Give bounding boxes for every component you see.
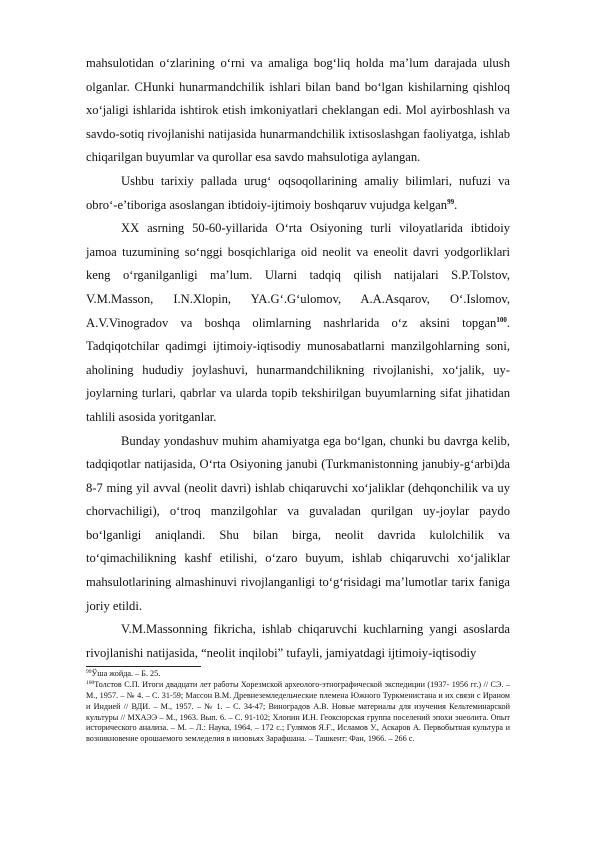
paragraph-4: Bunday yondashuv muhim ahamiyatga ega bo‘lgan, chunki bu davrga kelib, tadqiqotlar natijasida, O‘rta Osiyoning janubi (Turkmanistonning janubiy-g‘arbi)da 8-7 ming yil avval (neolit davri) ishlab chiqaruvchi xo‘jaliklar (dehqonchilik va uy chorvachiligi), o‘troq manzilgohlar va guvaladan qurilgan uy-joylar paydo bo‘lganligi aniqlandi. Shu bilan birga, neolit davrida kulolchilik va to‘qimachilikning kashf etilishi, o‘zaro buyum, ishlab chiqaruvchi xo‘jaliklar mahsulotlarining almashinuvi rivojlanganligi to‘g‘risidagi ma’lumotlar tarix faniga joriy etildi. — [86, 433, 510, 613]
footnote-100-text: Толстов С.П. Итоги двадцати лет работы Хорезмской археолого-этнографической экспедиции (1937- 1956 гг.) // СЭ. – М., 1957. – № 4. – С. 31-59; Массон В.М. Древнеземледельческие племена Южного Туркменистана и их связи с Ираном и Индией // ВДИ. – М., 1957. – № 1. – С. 34-47; Виноградов А.В. Новые материалы для изучения Кельтеминарской культуры // МХАЭЭ – М., 1963. Вып. 6. – С. 91-102; Хлопин И.Н. Геоксюрская группа поселений эпохи энеолита. Опыт исторического анализа. – М. – Л.: Наука, 1964. – 172 с.; Гулямов Я.Ғ., Исламов У., Аскаров А. Первобытная культура и возникновение орошаемого земледелия в низовьях Зарафшана. – Ташкент: Фан, 1966. – 266 с. — [86, 680, 510, 744]
paragraph-1: mahsulotidan o‘zlarining o‘rni va amaliga bog‘liq holda ma’lum darajada ulush olganlar. CHunki hunarmandchilik ishlari bilan band bo‘lgan kishilarning qishloq xo‘jaligi ishlarida ishtirok etish imkoniyatlari cheklangan edi. Mol ayirboshlash va savdo-sotiq rivojlanishi natijasida hunarmandchilik ixtisoslashgan faoliyatga, ishlab chiqarilgan buyumlar va qurollar esa savdo mahsulotiga aylangan. — [86, 56, 510, 165]
footnote-99-mark: 99 — [86, 669, 92, 676]
paragraph-2-end: . — [454, 197, 458, 212]
footnote-ref-99[interactable]: 99 — [447, 197, 455, 206]
paragraph-3 — [86, 217, 510, 429]
paragraph-2-text: Ushbu tarixiy pallada urug‘ oqsoqollarining amaliy bilimlari, nufuzi va obro‘-e’tiboriga asoslangan ibtidoiy-ijtimoiy boshqaruv vujudga kelgan — [86, 173, 510, 212]
footnote-ref-100[interactable]: 100 — [496, 315, 507, 324]
document-page — [86, 52, 510, 745]
footnote-100-mark: 100 — [86, 680, 95, 687]
footnote-99-text: Ўша жойда. – Б. 25. — [91, 669, 161, 679]
paragraph-5: V.M.Massonning fikricha, ishlab chiqaruvchi kuchlarning yangi asoslarda rivojlanishi natijasida, “neolit inqilobi” tufayli, jamiyatdagi ijtimoiy-iqtisodiy — [86, 622, 510, 660]
footnote-99 — [86, 669, 510, 680]
paragraph-3-end: . Tadqiqotchilar qadimgi ijtimoiy-iqtisodiy munosabatlarni manzilgohlarning soni, aholining hududiy joylashuvi, hunarmandchilikning rivojlanishi, xo‘jalik, uy-joylarning turlari, qabrlar va ularda topib tekshirilgan buyumlarning sifat jihatidan tahlili asosida yoritganlar. — [86, 315, 510, 424]
paragraph-2 — [86, 170, 510, 217]
footnote-divider — [86, 666, 201, 667]
footnote-100 — [86, 680, 510, 745]
paragraph-3-text: XX asrning 50-60-yillarida O‘rta Osiyoning turli viloyatlarida ibtidoiy jamoa tuzumining so‘nggi bosqichlariga oid neolit va eneolit davri yodgorliklari keng o‘rganilganligi ma’lum. Ularni tadqiq qilish natijalari S.P.Tolstov, V.M.Masson, I.N.Xlopin, YA.G‘.G‘ulomov, A.A.Asqarov, O‘.Islomov, A.V.Vinogradov va boshqa olimlarning nashrlarida o‘z aksini topgan — [86, 221, 510, 330]
